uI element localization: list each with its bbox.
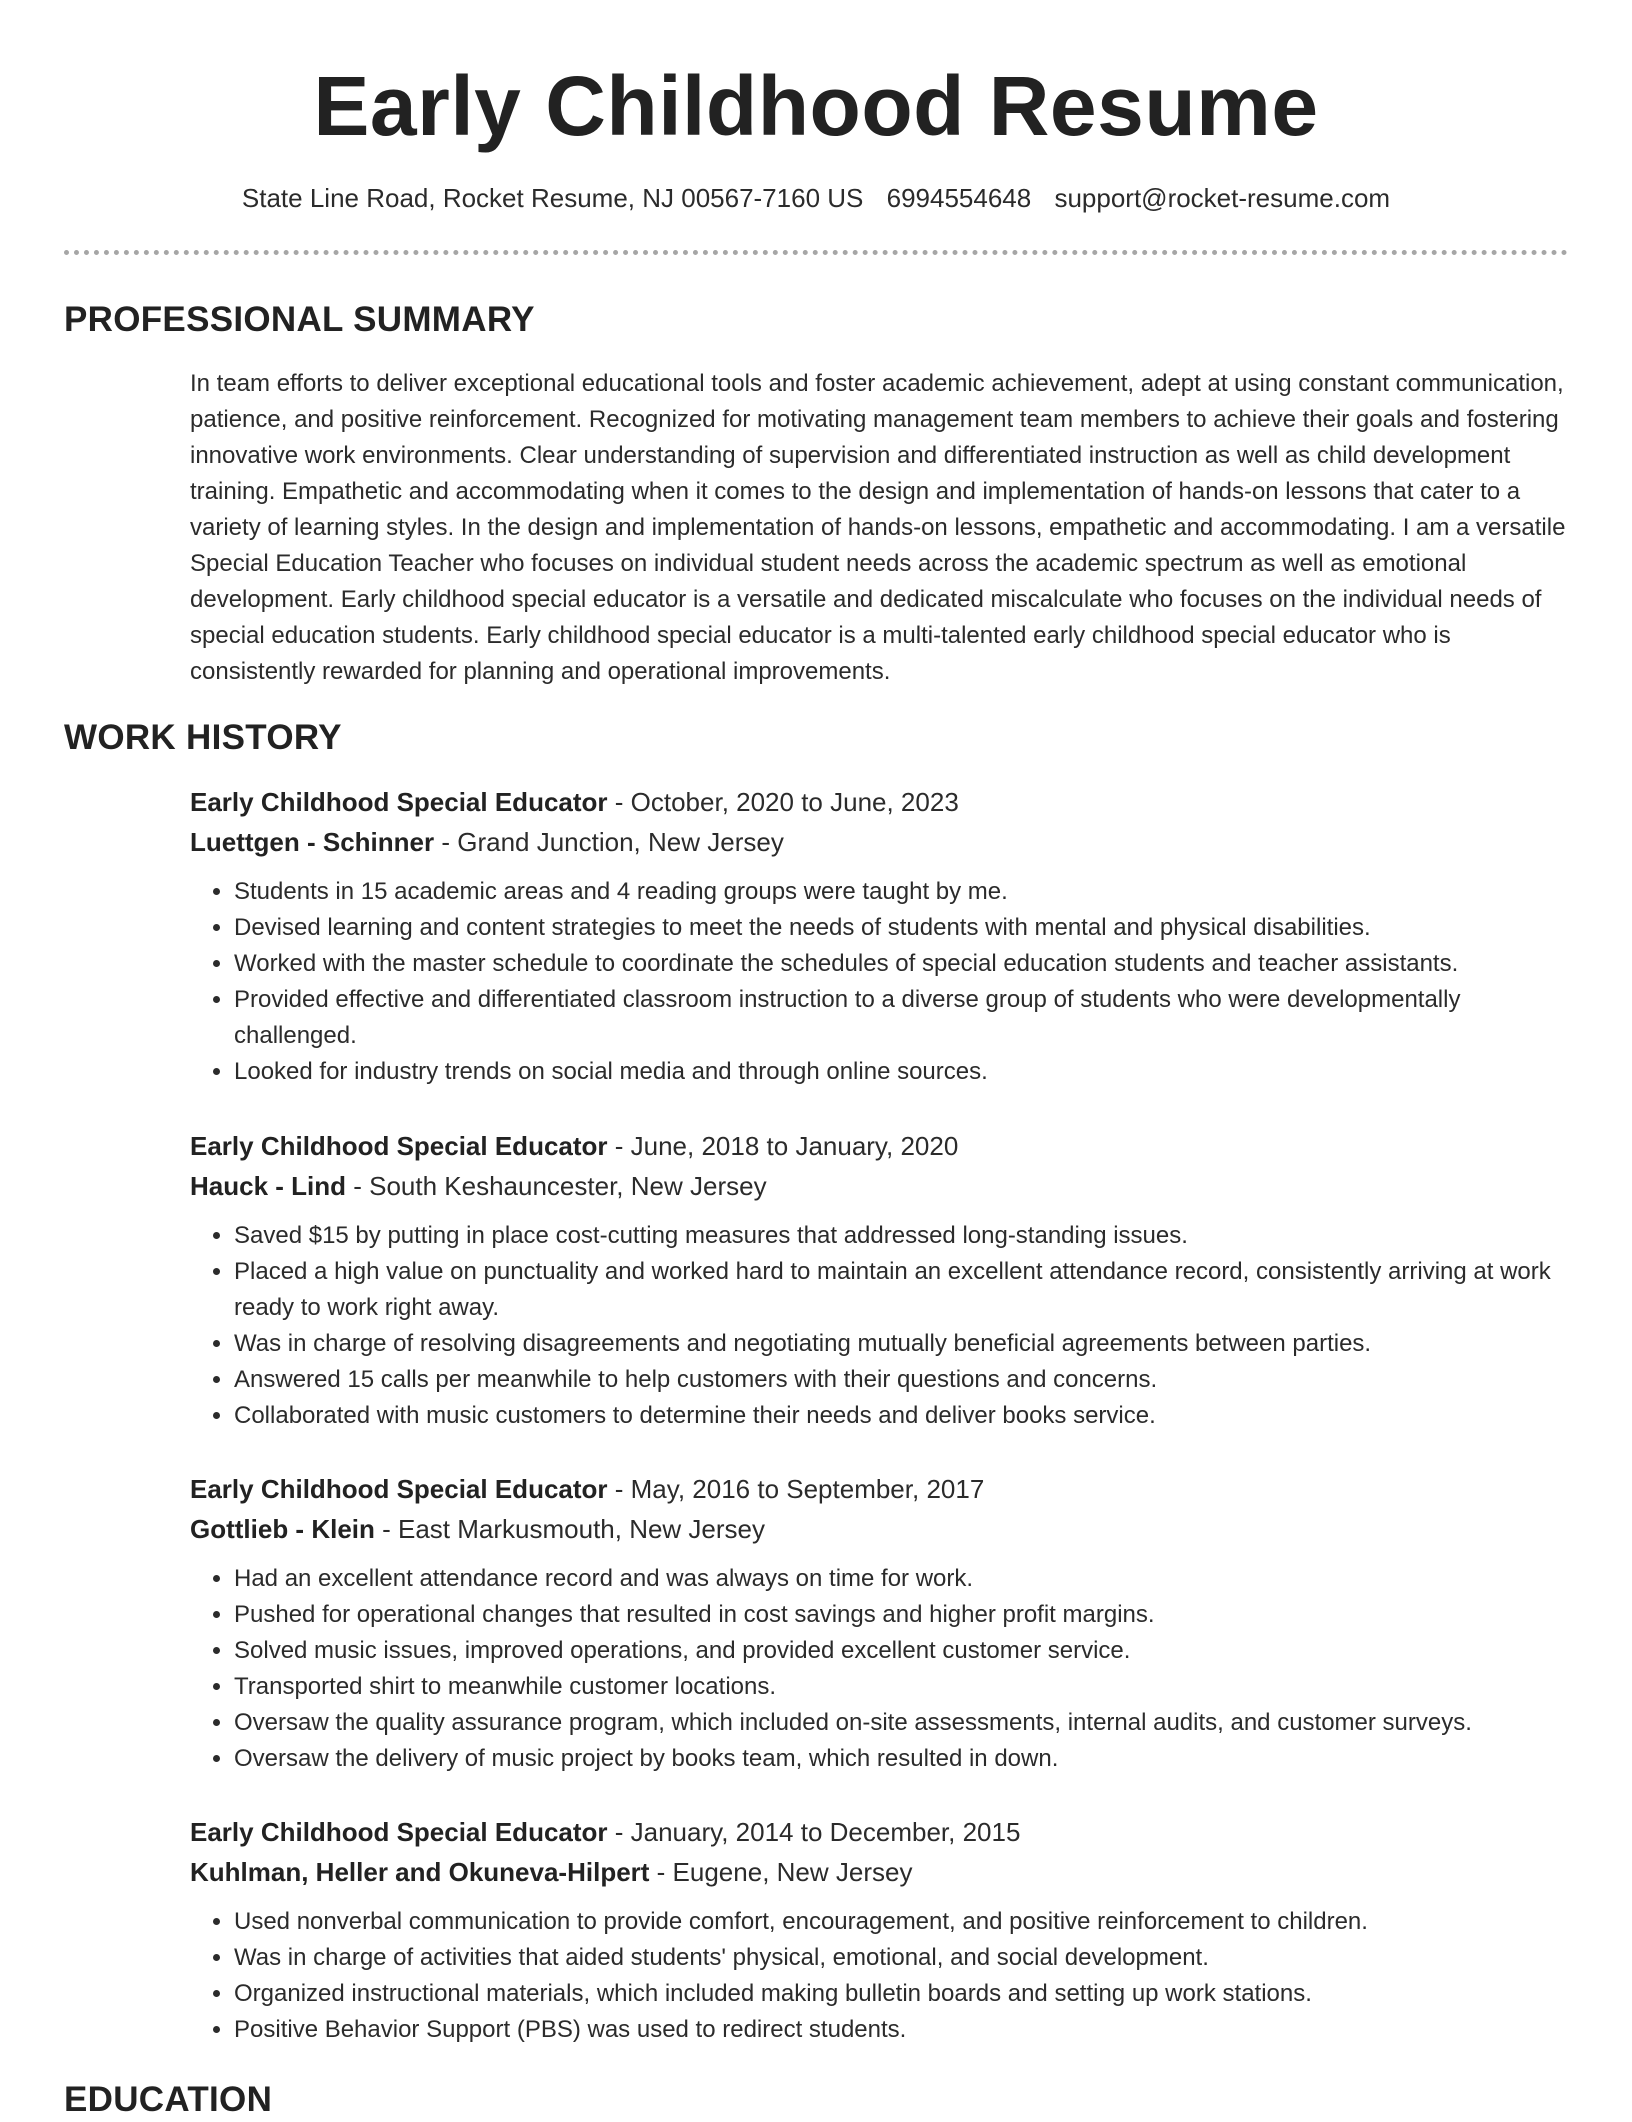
- job-location: South Keshauncester, New Jersey: [369, 1171, 767, 1201]
- job-bullet: • Devised learning and content strategies to meet the needs of students with mental and physical disabilities.: [234, 910, 1570, 946]
- job-employer: Hauck - Lind: [190, 1171, 347, 1201]
- job-bullet: • Answered 15 calls per meanwhile to help customers with their questions and concerns.: [234, 1362, 1570, 1398]
- job-role: Early Childhood Special Educator: [190, 787, 608, 817]
- job-role-line: Early Childhood Special Educator - June, 2018 to January, 2020: [190, 1131, 959, 1161]
- job-bullet: • Was in charge of resolving disagreements and negotiating mutually beneficial agreements between parties.: [234, 1326, 1570, 1362]
- job-entry: [190, 1126, 1570, 1434]
- contact-address: State Line Road, Rocket Resume, NJ 00567-7160 US: [241, 183, 864, 213]
- job-employer-line: Luettgen - Schinner - Grand Junction, New Jersey: [190, 827, 784, 857]
- summary-text: In team efforts to deliver exceptional educational tools and foster academic achievement, adept at using constant communication, patience, and positive reinforcement. Recognized for motivating management team members to achieve their goals and fostering innovative work environments. Clear understanding of supervision and differentiated instruction as well as child development training. Empathetic and accommodating when it comes to the design and implementation of hands-on lessons that cater to a variety of learning styles. In the design and implementation of hands-on lessons, empathetic and accommodating. I am a versatile Special Education Teacher who focuses on individual student needs across the academic spectrum as well as emotional development. Early childhood special educator is a versatile and dedicated miscalculate who focuses on the individual needs of special education students. Early childhood special educator is a multi-talented early childhood special educator who is consistently rewarded for planning and operational improvements.: [190, 370, 1566, 685]
- job-role-line: Early Childhood Special Educator - January, 2014 to December, 2015: [190, 1817, 1021, 1847]
- job-location: Grand Junction, New Jersey: [457, 827, 784, 857]
- job-bullet: • Oversaw the quality assurance program, which included on-site assessments, internal audits, and customer surveys.: [234, 1705, 1570, 1741]
- job-employer-line: Gottlieb - Klein - East Markusmouth, New Jersey: [190, 1514, 766, 1544]
- job-bullet: • Saved $15 by putting in place cost-cutting measures that addressed long-standing issues.: [234, 1218, 1570, 1254]
- job-bullets: [190, 1218, 1570, 1434]
- job-bullet: • Solved music issues, improved operations, and provided excellent customer service.: [234, 1633, 1570, 1669]
- job-location: Eugene, New Jersey: [672, 1857, 913, 1887]
- job-bullets: [190, 874, 1570, 1090]
- job-dates: October, 2020 to June, 2023: [630, 787, 959, 817]
- job-dates: May, 2016 to September, 2017: [630, 1474, 985, 1504]
- job-role: Early Childhood Special Educator: [190, 1131, 608, 1161]
- job-bullet: • Was in charge of activities that aided students' physical, emotional, and social development.: [234, 1940, 1570, 1976]
- job-entry: [190, 782, 1570, 1090]
- contact-phone: 6994554648: [886, 183, 1032, 213]
- job-bullet: • Organized instructional materials, which included making bulletin boards and setting up work stations.: [234, 1976, 1570, 2012]
- job-employer-line: Hauck - Lind - South Keshauncester, New Jersey: [190, 1171, 767, 1201]
- job-employer: Gottlieb - Klein: [190, 1514, 375, 1544]
- job-entry: [190, 1812, 1570, 2048]
- job-employer-line: Kuhlman, Heller and Okuneva-Hilpert - Eugene, New Jersey: [190, 1857, 913, 1887]
- job-bullet: • Students in 15 academic areas and 4 reading groups were taught by me.: [234, 874, 1570, 910]
- job-entry: [190, 1469, 1570, 1777]
- job-role-line: Early Childhood Special Educator - October, 2020 to June, 2023: [190, 787, 959, 817]
- section-title-summary: PROFESSIONAL SUMMARY: [64, 300, 535, 339]
- job-role-line: Early Childhood Special Educator - May, 2016 to September, 2017: [190, 1474, 985, 1504]
- job-location: East Markusmouth, New Jersey: [398, 1514, 766, 1544]
- job-bullet: • Placed a high value on punctuality and worked hard to maintain an excellent attendance record, consistently arriving at work ready to work right away.: [234, 1254, 1570, 1326]
- contact-email: support@rocket-resume.com: [1054, 183, 1391, 213]
- job-bullet: • Provided effective and differentiated classroom instruction to a diverse group of students who were developmentally challenged.: [234, 982, 1570, 1054]
- job-bullets: [190, 1561, 1570, 1777]
- section-title-education: EDUCATION: [64, 2080, 273, 2119]
- job-bullet: • Positive Behavior Support (PBS) was used to redirect students.: [234, 2012, 1570, 2048]
- job-bullet: • Oversaw the delivery of music project by books team, which resulted in down.: [234, 1741, 1570, 1777]
- job-dates: January, 2014 to December, 2015: [630, 1817, 1021, 1847]
- job-employer: Luettgen - Schinner: [190, 827, 435, 857]
- job-employer: Kuhlman, Heller and Okuneva-Hilpert: [190, 1857, 650, 1887]
- job-bullet: • Looked for industry trends on social media and through online sources.: [234, 1054, 1570, 1090]
- job-dates: June, 2018 to January, 2020: [630, 1131, 959, 1161]
- job-bullet: • Had an excellent attendance record and was always on time for work.: [234, 1561, 1570, 1597]
- contact-line: [0, 180, 1632, 216]
- job-bullet: • Collaborated with music customers to determine their needs and deliver books service.: [234, 1398, 1570, 1434]
- section-title-work-history: WORK HISTORY: [64, 718, 342, 757]
- job-bullet: • Used nonverbal communication to provide comfort, encouragement, and positive reinforcement to children.: [234, 1904, 1570, 1940]
- job-bullet: • Worked with the master schedule to coordinate the schedules of special education students and teacher assistants.: [234, 946, 1570, 982]
- header-divider: [64, 250, 1568, 255]
- job-bullets: [190, 1904, 1570, 2048]
- resume-title: Early Childhood Resume: [313, 59, 1319, 153]
- job-bullet: • Pushed for operational changes that resulted in cost savings and higher profit margins.: [234, 1597, 1570, 1633]
- job-role: Early Childhood Special Educator: [190, 1474, 608, 1504]
- job-bullet: • Transported shirt to meanwhile customer locations.: [234, 1669, 1570, 1705]
- job-role: Early Childhood Special Educator: [190, 1817, 608, 1847]
